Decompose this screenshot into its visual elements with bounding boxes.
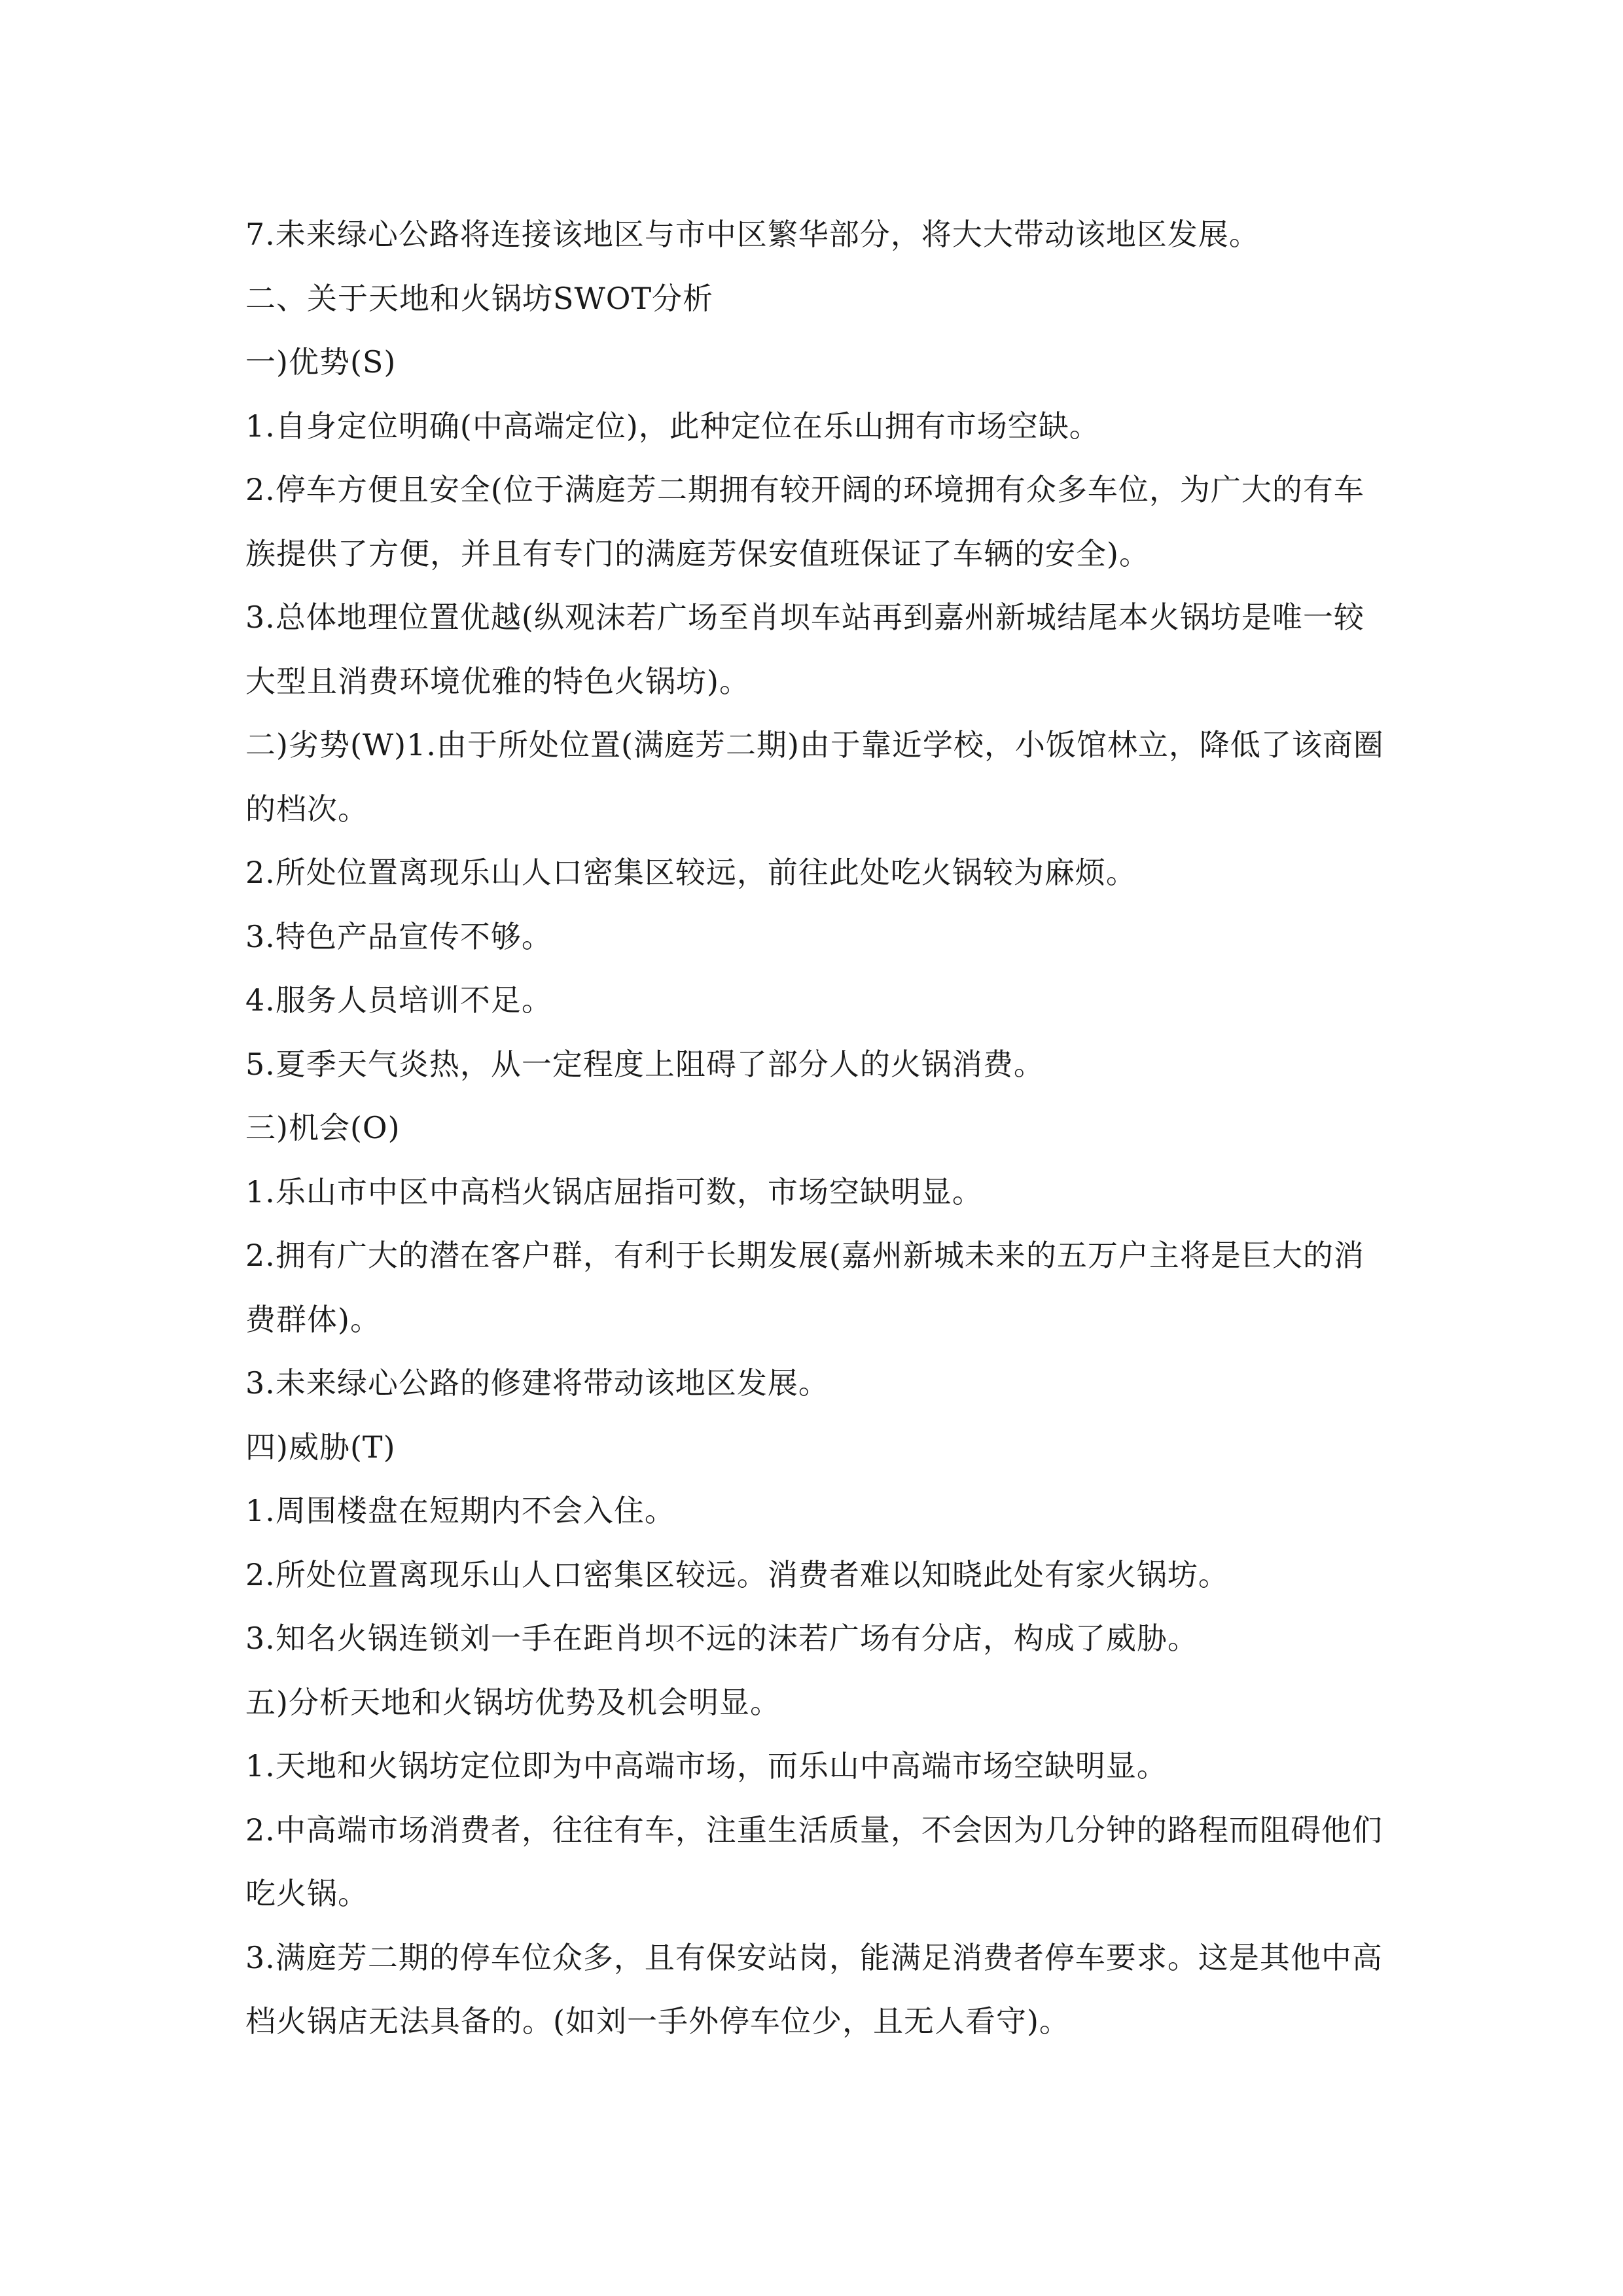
heading-opportunities: 三)机会(O) bbox=[245, 1110, 401, 1145]
weakness-heading-item-1: 二)劣势(W)1.由于所处位置(满庭芳二期)由于靠近学校，小饭馆林立，降低了该商圈的档次。 bbox=[245, 727, 1384, 827]
weakness-item-5: 5.夏季天气炎热，从一定程度上阻碍了部分人的火锅消费。 bbox=[245, 1046, 1044, 1082]
analysis-item-1: 1.天地和火锅坊定位即为中高端市场，而乐山中高端市场空缺明显。 bbox=[245, 1748, 1168, 1784]
weakness-item-3: 3.特色产品宣传不够。 bbox=[245, 918, 552, 954]
threat-item-3: 3.知名火锅连锁刘一手在距肖坝不远的沫若广场有分店，构成了威胁。 bbox=[245, 1621, 1198, 1656]
document-body bbox=[245, 203, 1384, 2054]
strength-item-1: 1.自身定位明确(中高端定位)，此种定位在乐山拥有市场空缺。 bbox=[245, 408, 1100, 444]
strength-item-3: 3.总体地理位置优越(纵观沫若广场至肖坝车站再到嘉州新城结尾本火锅坊是唯一较大型且消费环境优雅的特色火锅坊)。 bbox=[245, 600, 1364, 699]
opportunity-item-3: 3.未来绿心公路的修建将带动该地区发展。 bbox=[245, 1365, 829, 1401]
threat-item-1: 1.周围楼盘在短期内不会入住。 bbox=[245, 1493, 675, 1528]
heading-swot-analysis: 二、关于天地和火锅坊SWOT分析 bbox=[245, 280, 714, 316]
threat-item-2: 2.所处位置离现乐山人口密集区较远。消费者难以知晓此处有家火锅坊。 bbox=[245, 1556, 1229, 1592]
weakness-item-4: 4.服务人员培训不足。 bbox=[245, 982, 552, 1018]
analysis-item-3: 3.满庭芳二期的停车位众多，且有保安站岗，能满足消费者停车要求。这是其他中高档火锅店无法具备的。(如刘一手外停车位少，且无人看守)。 bbox=[245, 1939, 1383, 2039]
analysis-item-2: 2.中高端市场消费者，往往有车，注重生活质量，不会因为几分钟的路程而阻碍他们吃火锅。 bbox=[245, 1812, 1383, 1911]
opportunity-item-1: 1.乐山市中区中高档火锅店屈指可数，市场空缺明显。 bbox=[245, 1174, 983, 1210]
opportunity-item-2: 2.拥有广大的潜在客户群，有利于长期发展(嘉州新城未来的五万户主将是巨大的消费群体)。 bbox=[245, 1238, 1364, 1337]
strength-item-2: 2.停车方便且安全(位于满庭芳二期拥有较开阔的环境拥有众多车位，为广大的有车族提供了方便，并且有专门的满庭芳保安值班保证了车辆的安全)。 bbox=[245, 472, 1364, 571]
paragraph-future-road: 7.未来绿心公路将连接该地区与市中区繁华部分，将大大带动该地区发展。 bbox=[245, 217, 1260, 252]
heading-threats: 四)威胁(T) bbox=[245, 1429, 396, 1465]
heading-analysis: 五)分析天地和火锅坊优势及机会明显。 bbox=[245, 1684, 781, 1720]
weakness-item-2: 2.所处位置离现乐山人口密集区较远，前往此处吃火锅较为麻烦。 bbox=[245, 855, 1137, 890]
heading-strengths: 一)优势(S) bbox=[245, 344, 397, 380]
